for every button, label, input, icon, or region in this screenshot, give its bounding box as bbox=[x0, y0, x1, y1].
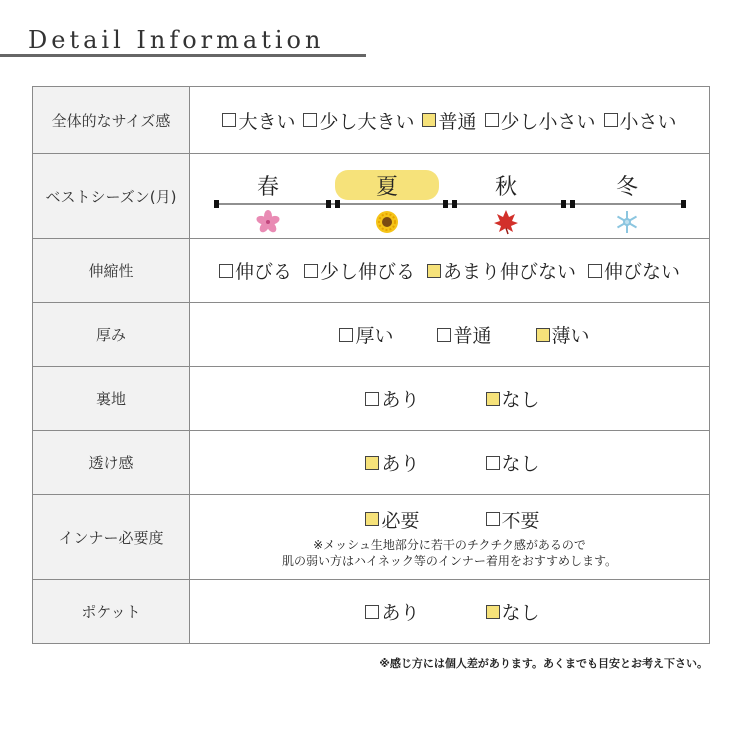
checkbox-icon bbox=[437, 328, 451, 342]
option-thin: 薄い bbox=[536, 321, 590, 348]
checkbox-icon bbox=[486, 456, 500, 470]
season-label-summer: 夏 bbox=[375, 175, 399, 200]
row-label-season: ベストシーズン(月) bbox=[33, 154, 190, 239]
table-row bbox=[33, 580, 710, 644]
inner-note: ※メッシュ生地部分に若干のチクチク感があるので 肌の弱い方はハイネック等のインナー着用をおすすめします。 bbox=[281, 537, 618, 568]
checkbox-icon bbox=[485, 113, 499, 127]
season-tick bbox=[681, 200, 686, 208]
checkbox-checked-icon bbox=[486, 605, 500, 619]
option-sheer-yes: あり bbox=[365, 449, 419, 476]
option-lining-yes: あり bbox=[365, 385, 419, 412]
checkbox-icon bbox=[303, 113, 317, 127]
checkbox-icon bbox=[604, 113, 618, 127]
detail-table bbox=[32, 86, 710, 644]
row-label-inner: インナー必要度 bbox=[33, 495, 190, 580]
snowflake-icon bbox=[618, 211, 637, 233]
row-value-size bbox=[190, 87, 710, 154]
row-label-size: 全体的なサイズ感 bbox=[33, 87, 190, 154]
season-label-autumn: 秋 bbox=[494, 175, 518, 200]
season-tick bbox=[452, 200, 457, 208]
checkbox-icon bbox=[365, 605, 379, 619]
option-normal: 普通 bbox=[422, 107, 476, 134]
checkbox-icon bbox=[588, 264, 602, 278]
checkbox-icon bbox=[219, 264, 233, 278]
table-row bbox=[33, 495, 710, 580]
table-row bbox=[33, 87, 710, 154]
season-tick bbox=[570, 200, 575, 208]
maple-leaf-icon bbox=[494, 210, 518, 234]
row-label-thickness: 厚み bbox=[33, 303, 190, 367]
row-label-lining: 裏地 bbox=[33, 367, 190, 431]
table-row bbox=[33, 367, 710, 431]
option-large: 大きい bbox=[222, 107, 295, 134]
row-value-inner bbox=[190, 495, 710, 580]
season-tick bbox=[443, 200, 448, 208]
checkbox-icon bbox=[304, 264, 318, 278]
option-normal-thickness: 普通 bbox=[437, 321, 491, 348]
season-tick bbox=[561, 200, 566, 208]
checkbox-icon bbox=[222, 113, 236, 127]
footer-note: ※感じ方には個人差があります。あくまでも目安とお考え下さい。 bbox=[379, 657, 708, 670]
option-lining-no: なし bbox=[486, 385, 540, 412]
table-row bbox=[33, 154, 710, 239]
option-small: 小さい bbox=[604, 107, 677, 134]
sakura-icon bbox=[255, 210, 280, 234]
row-label-stretch: 伸縮性 bbox=[33, 239, 190, 303]
row-value-thickness bbox=[190, 303, 710, 367]
row-value-pocket bbox=[190, 580, 710, 644]
row-label-pocket: ポケット bbox=[33, 580, 190, 644]
option-slightly-stretches: 少し伸びる bbox=[304, 257, 415, 284]
option-pocket-no: なし bbox=[486, 598, 540, 625]
checkbox-icon bbox=[339, 328, 353, 342]
option-barely-stretches: あまり伸びない bbox=[427, 257, 576, 284]
option-thick: 厚い bbox=[339, 321, 393, 348]
option-inner-not-needed: 不要 bbox=[486, 506, 540, 533]
page-title: Detail Information bbox=[28, 26, 325, 54]
checkbox-icon bbox=[365, 392, 379, 406]
checkbox-checked-icon bbox=[536, 328, 550, 342]
row-value-season bbox=[190, 154, 710, 239]
checkbox-checked-icon bbox=[422, 113, 436, 127]
table-row bbox=[33, 303, 710, 367]
table-row bbox=[33, 239, 710, 303]
option-stretches: 伸びる bbox=[219, 257, 292, 284]
season-label-winter: 冬 bbox=[615, 175, 639, 200]
checkbox-checked-icon bbox=[427, 264, 441, 278]
checkbox-checked-icon bbox=[365, 456, 379, 470]
option-slightly-small: 少し小さい bbox=[485, 107, 596, 134]
sunflower-icon bbox=[376, 211, 398, 233]
option-no-stretch: 伸びない bbox=[588, 257, 680, 284]
row-value-sheerness bbox=[190, 431, 710, 495]
option-inner-needed: 必要 bbox=[365, 506, 419, 533]
checkbox-checked-icon bbox=[365, 512, 379, 526]
season-chart bbox=[190, 154, 710, 238]
season-tick bbox=[214, 200, 219, 208]
table-row bbox=[33, 431, 710, 495]
option-sheer-no: なし bbox=[486, 449, 540, 476]
row-label-sheerness: 透け感 bbox=[33, 431, 190, 495]
row-value-lining bbox=[190, 367, 710, 431]
checkbox-icon bbox=[486, 512, 500, 526]
season-label-spring: 春 bbox=[256, 175, 280, 200]
row-value-stretch bbox=[190, 239, 710, 303]
option-slightly-large: 少し大きい bbox=[303, 107, 414, 134]
title-underline bbox=[0, 54, 366, 57]
checkbox-checked-icon bbox=[486, 392, 500, 406]
season-tick bbox=[326, 200, 331, 208]
season-tick bbox=[335, 200, 340, 208]
option-pocket-yes: あり bbox=[365, 598, 419, 625]
